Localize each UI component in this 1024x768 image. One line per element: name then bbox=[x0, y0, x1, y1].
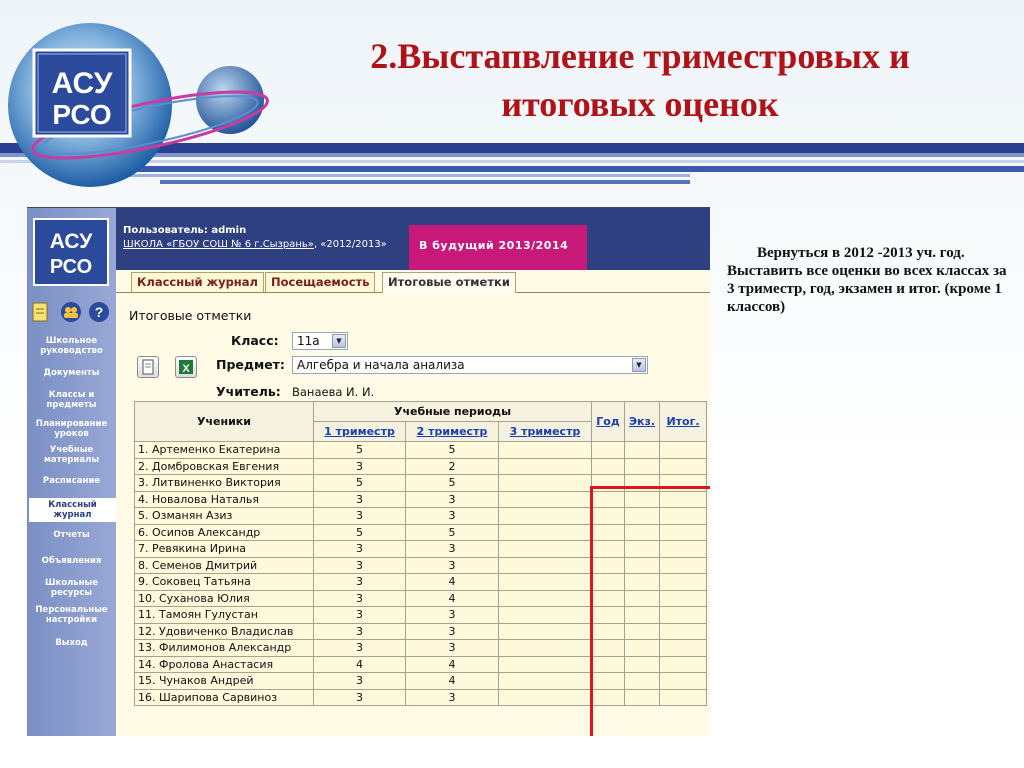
table-row bbox=[135, 689, 707, 706]
grade-trimester-1[interactable]: 5 bbox=[314, 524, 406, 541]
sidebar bbox=[27, 208, 116, 736]
grade-year[interactable] bbox=[592, 541, 625, 558]
grade-trimester-2[interactable]: 4 bbox=[406, 656, 499, 673]
grade-exam[interactable] bbox=[625, 656, 660, 673]
col-trimester-2[interactable]: 2 триместр bbox=[406, 422, 499, 442]
future-year-tab[interactable]: В будущий 2013/2014 bbox=[409, 225, 587, 270]
table-row bbox=[135, 656, 707, 673]
grade-final[interactable] bbox=[660, 590, 707, 607]
grade-trimester-1[interactable]: 5 bbox=[314, 442, 406, 459]
table-row bbox=[135, 673, 707, 690]
grade-trimester-3[interactable] bbox=[499, 491, 592, 508]
grade-year[interactable] bbox=[592, 607, 625, 624]
grade-exam[interactable] bbox=[625, 524, 660, 541]
col-trimester-1[interactable]: 1 триместр bbox=[314, 422, 406, 442]
grade-trimester-2[interactable]: 5 bbox=[406, 442, 499, 459]
nav-personal-settings[interactable]: Персональные настройки bbox=[35, 605, 108, 625]
grade-trimester-2[interactable]: 3 bbox=[406, 607, 499, 624]
grade-trimester-1[interactable]: 3 bbox=[314, 590, 406, 607]
nav-school-resources[interactable]: Школьные ресурсы bbox=[44, 578, 99, 598]
grade-year[interactable] bbox=[592, 574, 625, 591]
nav-lesson-planning[interactable]: Планирование уроков bbox=[35, 419, 108, 439]
student-name: 10. Суханова Юлия bbox=[135, 590, 314, 607]
grade-year[interactable] bbox=[592, 508, 625, 525]
grade-trimester-1[interactable]: 5 bbox=[314, 475, 406, 492]
grade-year[interactable] bbox=[592, 623, 625, 640]
slide-title-line2: итоговых оценок bbox=[501, 84, 779, 124]
grade-trimester-1[interactable]: 3 bbox=[314, 541, 406, 558]
col-exam[interactable]: Экз. bbox=[625, 402, 660, 442]
nav-school-management[interactable]: Школьное руководство bbox=[40, 336, 103, 356]
slide-title bbox=[280, 32, 1000, 128]
document-icon bbox=[138, 357, 158, 377]
sidebar-quick-icons bbox=[31, 300, 115, 324]
student-name: 16. Шарипова Сарвиноз bbox=[135, 689, 314, 706]
subject-label: Предмет: bbox=[216, 357, 285, 372]
class-select[interactable] bbox=[292, 332, 348, 350]
grade-exam[interactable] bbox=[625, 442, 660, 459]
grade-trimester-3[interactable] bbox=[499, 541, 592, 558]
grade-trimester-2[interactable]: 3 bbox=[406, 541, 499, 558]
grade-final[interactable] bbox=[660, 607, 707, 624]
app-screenshot bbox=[27, 207, 710, 736]
grade-final[interactable] bbox=[660, 640, 707, 657]
notes-icon[interactable] bbox=[33, 303, 47, 321]
grades-table bbox=[134, 401, 707, 706]
grade-trimester-1[interactable]: 3 bbox=[314, 623, 406, 640]
grade-trimester-2[interactable]: 3 bbox=[406, 623, 499, 640]
grade-final[interactable] bbox=[660, 508, 707, 525]
grade-trimester-2[interactable]: 3 bbox=[406, 491, 499, 508]
student-name: 13. Филимонов Александр bbox=[135, 640, 314, 657]
periods-header: Учебные периоды bbox=[314, 402, 592, 422]
table-row bbox=[135, 557, 707, 574]
table-row bbox=[135, 607, 707, 624]
grade-trimester-3[interactable] bbox=[499, 673, 592, 690]
grade-exam[interactable] bbox=[625, 640, 660, 657]
grade-trimester-2[interactable]: 3 bbox=[406, 689, 499, 706]
student-name: 6. Осипов Александр bbox=[135, 524, 314, 541]
col-trimester-3[interactable]: 3 триместр bbox=[499, 422, 592, 442]
grade-exam[interactable] bbox=[625, 689, 660, 706]
tabs-bar bbox=[116, 270, 710, 293]
grade-year[interactable] bbox=[592, 442, 625, 459]
grade-exam[interactable] bbox=[625, 623, 660, 640]
school-line: ШКОЛА «ГБОУ СОШ № 6 г.Сызрань», «2012/2013» bbox=[123, 239, 387, 250]
grade-exam[interactable] bbox=[625, 458, 660, 475]
class-select-value: 11а bbox=[297, 334, 320, 348]
grade-final[interactable] bbox=[660, 442, 707, 459]
nav-logout[interactable]: Выход bbox=[55, 638, 88, 648]
grade-trimester-1[interactable]: 3 bbox=[314, 673, 406, 690]
grade-trimester-3[interactable] bbox=[499, 656, 592, 673]
grade-trimester-3[interactable] bbox=[499, 524, 592, 541]
grade-final[interactable] bbox=[660, 656, 707, 673]
table-row bbox=[135, 475, 707, 492]
app-logo-rso: РСО bbox=[49, 256, 93, 278]
grade-trimester-2[interactable]: 3 bbox=[406, 557, 499, 574]
nav-classes-subjects[interactable]: Классы и предметы bbox=[46, 390, 97, 410]
col-year[interactable]: Год bbox=[592, 402, 625, 442]
grade-exam[interactable] bbox=[625, 673, 660, 690]
main-content bbox=[116, 293, 710, 736]
svg-text:X: X bbox=[182, 363, 190, 375]
student-name: 14. Фролова Анастасия bbox=[135, 656, 314, 673]
page-title: Итоговые отметки bbox=[129, 308, 252, 323]
table-row bbox=[135, 640, 707, 657]
school-year: «2012/2013» bbox=[320, 239, 387, 250]
grade-exam[interactable] bbox=[625, 541, 660, 558]
table-row bbox=[135, 623, 707, 640]
grade-trimester-1[interactable]: 3 bbox=[314, 557, 406, 574]
student-name: 7. Ревякина Ирина bbox=[135, 541, 314, 558]
student-name: 3. Литвиненко Виктория bbox=[135, 475, 314, 492]
grade-exam[interactable] bbox=[625, 607, 660, 624]
subject-select[interactable] bbox=[292, 356, 648, 374]
grade-year[interactable] bbox=[592, 590, 625, 607]
grade-final[interactable] bbox=[660, 458, 707, 475]
table-row bbox=[135, 541, 707, 558]
grade-trimester-2[interactable]: 2 bbox=[406, 458, 499, 475]
grade-trimester-2[interactable]: 3 bbox=[406, 508, 499, 525]
table-row bbox=[135, 458, 707, 475]
grade-trimester-3[interactable] bbox=[499, 574, 592, 591]
grade-final[interactable] bbox=[660, 491, 707, 508]
app-logo bbox=[33, 218, 109, 286]
grade-trimester-1[interactable]: 3 bbox=[314, 574, 406, 591]
student-name: 4. Новалова Наталья bbox=[135, 491, 314, 508]
grade-trimester-2[interactable]: 5 bbox=[406, 475, 499, 492]
grade-final[interactable] bbox=[660, 557, 707, 574]
grade-trimester-3[interactable] bbox=[499, 458, 592, 475]
table-row bbox=[135, 491, 707, 508]
slide-title-line1: 2.Выстапвление триместровых и bbox=[370, 36, 910, 76]
table-row bbox=[135, 508, 707, 525]
nav-documents[interactable]: Документы bbox=[43, 368, 100, 378]
nav-class-journal[interactable]: Классный журнал bbox=[29, 498, 116, 522]
grade-trimester-1[interactable]: 3 bbox=[314, 458, 406, 475]
svg-text:?: ? bbox=[94, 304, 104, 320]
tab-attendance[interactable]: Посещаемость bbox=[265, 272, 375, 292]
grade-final[interactable] bbox=[660, 524, 707, 541]
nav-learning-materials[interactable]: Учебные материалы bbox=[43, 445, 100, 465]
student-name: 8. Семенов Дмитрий bbox=[135, 557, 314, 574]
grade-final[interactable] bbox=[660, 475, 707, 492]
export-excel-button[interactable] bbox=[175, 356, 197, 378]
grade-trimester-2[interactable]: 4 bbox=[406, 574, 499, 591]
grade-trimester-1[interactable]: 3 bbox=[314, 508, 406, 525]
grade-trimester-3[interactable] bbox=[499, 508, 592, 525]
grade-trimester-3[interactable] bbox=[499, 590, 592, 607]
app-logo-asu: АСУ bbox=[49, 230, 93, 253]
app-header bbox=[116, 208, 710, 270]
grade-exam[interactable] bbox=[625, 508, 660, 525]
grade-trimester-3[interactable] bbox=[499, 557, 592, 574]
grade-trimester-3[interactable] bbox=[499, 442, 592, 459]
grade-trimester-1[interactable]: 3 bbox=[314, 689, 406, 706]
grade-year[interactable] bbox=[592, 524, 625, 541]
grade-trimester-3[interactable] bbox=[499, 607, 592, 624]
grade-year[interactable] bbox=[592, 673, 625, 690]
table-row bbox=[135, 574, 707, 591]
grade-year[interactable] bbox=[592, 689, 625, 706]
nav-reports[interactable]: Отчеты bbox=[53, 530, 90, 540]
grade-exam[interactable] bbox=[625, 574, 660, 591]
print-document-button[interactable] bbox=[137, 356, 159, 378]
grade-trimester-2[interactable]: 4 bbox=[406, 590, 499, 607]
grade-year[interactable] bbox=[592, 640, 625, 657]
grade-exam[interactable] bbox=[625, 557, 660, 574]
subject-select-value: Алгебра и начала анализа bbox=[297, 358, 465, 372]
grade-trimester-1[interactable]: 3 bbox=[314, 640, 406, 657]
tab-class-journal[interactable]: Классный журнал bbox=[131, 272, 264, 292]
grade-trimester-1[interactable]: 3 bbox=[314, 607, 406, 624]
grade-final[interactable] bbox=[660, 623, 707, 640]
grades-body bbox=[135, 442, 707, 706]
student-name: 5. Озманян Азиз bbox=[135, 508, 314, 525]
student-name: 12. Удовиченко Владислав bbox=[135, 623, 314, 640]
grade-year[interactable] bbox=[592, 656, 625, 673]
help-icon[interactable] bbox=[89, 302, 109, 322]
grade-trimester-2[interactable]: 3 bbox=[406, 640, 499, 657]
logo-text-rso: РСО bbox=[52, 99, 112, 130]
school-link[interactable]: ШКОЛА «ГБОУ СОШ № 6 г.Сызрань» bbox=[123, 239, 314, 250]
tab-final-marks[interactable]: Итоговые отметки bbox=[382, 272, 516, 293]
grade-exam[interactable] bbox=[625, 475, 660, 492]
grade-year[interactable] bbox=[592, 458, 625, 475]
slide-note: Вернуться в 2012 -2013 уч. год. Выставить все оценки во всех классах за 3 триместр, год, экзамен и итог. (кроме 1 классов) bbox=[727, 245, 1007, 315]
chevron-down-icon: ▼ bbox=[632, 358, 646, 372]
student-name: 9. Соковец Татьяна bbox=[135, 574, 314, 591]
nav-schedule[interactable]: Расписание bbox=[42, 476, 101, 486]
user-label: Пользователь: admin bbox=[123, 225, 247, 236]
student-name: 1. Артеменко Екатерина bbox=[135, 442, 314, 459]
grade-trimester-3[interactable] bbox=[499, 640, 592, 657]
chevron-down-icon: ▼ bbox=[332, 334, 346, 348]
grade-trimester-2[interactable]: 4 bbox=[406, 673, 499, 690]
grade-exam[interactable] bbox=[625, 590, 660, 607]
grade-trimester-1[interactable]: 4 bbox=[314, 656, 406, 673]
grade-final[interactable] bbox=[660, 673, 707, 690]
nav-announcements[interactable]: Объявления bbox=[41, 556, 102, 566]
excel-icon bbox=[176, 357, 196, 377]
table-row bbox=[135, 442, 707, 459]
teacher-value: Ванаева И. И. bbox=[292, 385, 375, 399]
grade-trimester-1[interactable]: 3 bbox=[314, 491, 406, 508]
grade-year[interactable] bbox=[592, 491, 625, 508]
grade-final[interactable] bbox=[660, 689, 707, 706]
asu-rso-globe-logo bbox=[0, 0, 290, 200]
users-icon[interactable] bbox=[61, 302, 81, 322]
grade-trimester-3[interactable] bbox=[499, 475, 592, 492]
students-header: Ученики bbox=[135, 402, 314, 442]
logo-text-asu: АСУ bbox=[51, 67, 113, 100]
table-row bbox=[135, 590, 707, 607]
teacher-label: Учитель: bbox=[216, 384, 281, 399]
grade-final[interactable] bbox=[660, 574, 707, 591]
student-name: 11. Тамоян Гулустан bbox=[135, 607, 314, 624]
student-name: 2. Домбровская Евгения bbox=[135, 458, 314, 475]
table-row bbox=[135, 524, 707, 541]
class-label: Класс: bbox=[231, 333, 279, 348]
student-name: 15. Чунаков Андрей bbox=[135, 673, 314, 690]
col-final[interactable]: Итог. bbox=[660, 402, 707, 442]
grade-exam[interactable] bbox=[625, 491, 660, 508]
grade-trimester-3[interactable] bbox=[499, 689, 592, 706]
grade-trimester-2[interactable]: 5 bbox=[406, 524, 499, 541]
grade-year[interactable] bbox=[592, 475, 625, 492]
grade-trimester-3[interactable] bbox=[499, 623, 592, 640]
grade-year[interactable] bbox=[592, 557, 625, 574]
grade-final[interactable] bbox=[660, 541, 707, 558]
